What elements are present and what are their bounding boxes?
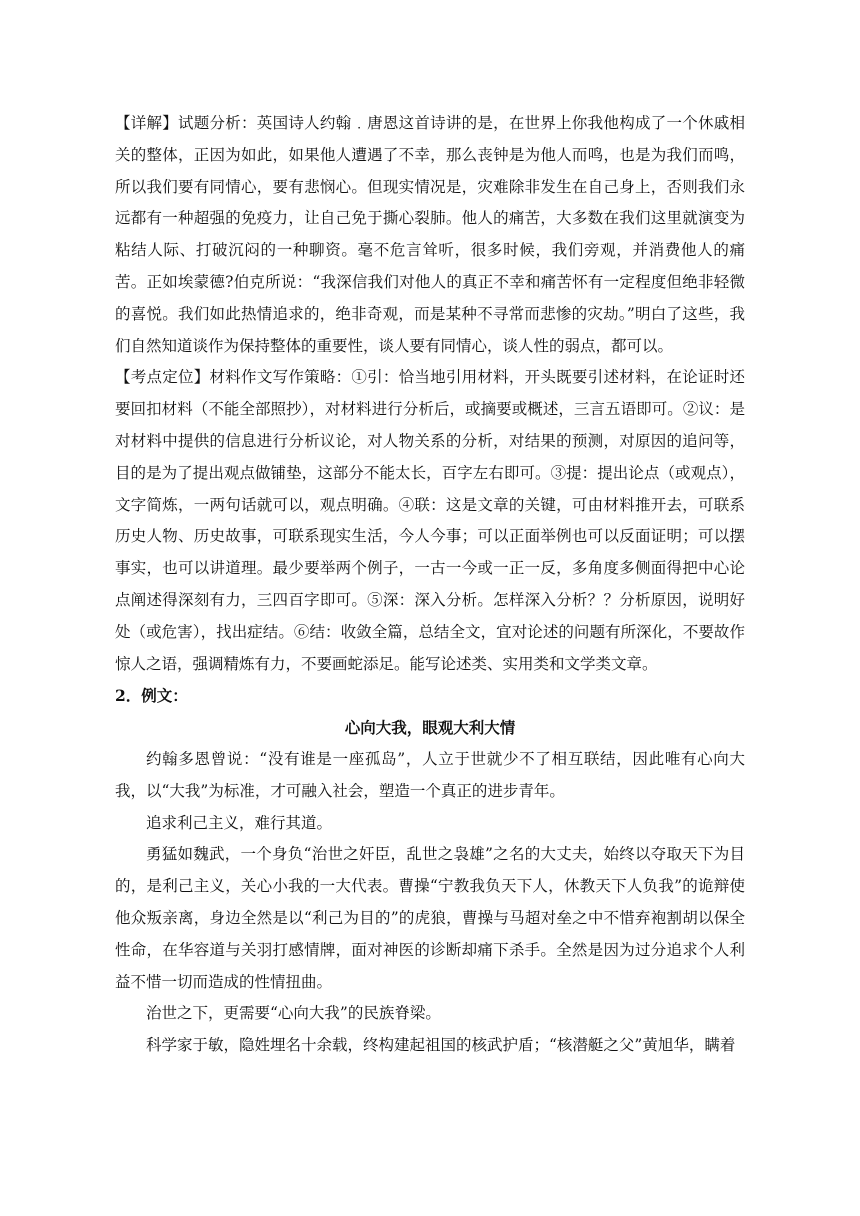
document-page — [115, 108, 745, 1062]
essay-paragraph: 追求利己主义，难行其道。 — [146, 813, 333, 832]
kaodian-paragraph — [115, 362, 745, 680]
essay-paragraph: 约翰多恩曾说：“没有谁是一座孤岛”，人立于世就少不了相互联结，因此唯有心向大我，以“大我”为标准，才可融入社会，塑造一个真正的进步青年。 — [115, 749, 745, 800]
analysis-label: 【详解】 — [115, 114, 179, 132]
kaodian-text: 材料作文写作策略：①引：恰当地引用材料，开头既要引述材料，在论证时还要回扣材料（不能全部照抄），对材料进行分析后，或摘要或概述，三言五语即可。②议：是对材料中提供的信息进行分析议论，对人物关系的分析，对结果的预测，对原因的追问等，目的是为了提出观点做铺垫，这部分不能太长，百字左右即可。③提：提出论点（或观点），文字简炼，一两句话就可以，观点明确。④联：这是文章的关键，可由材料推开去，可联系历史人物、历史故事，可联系现实生活，今人今事；可以正面举例也可以反面证明；可以摆事实，也可以讲道理。最少要举两个例子，一古一今或一正一反，多角度多侧面得把中心论点阐述得深刻有力，三四百字即可。⑤深：深入分析。怎样深入分析？？分析原因，说明好处（或危害），找出症结。⑥结：收敛全篇，总结全文，宜对论述的问题有所深化，不要故作惊人之语，强调精炼有力，不要画蛇添足。能写论述类、实用类和文学类文章。 — [115, 368, 745, 673]
essay-paragraph: 治世之下，更需要“心向大我”的民族脊梁。 — [146, 1004, 441, 1023]
essay-paragraph: 科学家于敏，隐姓埋名十余载，终构建起祖国的核武护盾；“核潜艇之父”黄旭华，瞒着 — [146, 1036, 736, 1055]
essay-title: 心向大我，眼观大利大情 — [344, 718, 516, 738]
section-2-label: 2．例文： — [115, 686, 188, 706]
analysis-paragraph — [115, 108, 745, 362]
analysis-text: 试题分析：英国诗人约翰﹒唐恩这首诗讲的是，在世界上你我他构成了一个休戚相关的整体，正因为如此，如果他人遭遇了不幸，那么丧钟是为他人而鸣，也是为我们而鸣，所以我们要有同情心，要有悲悯心。但现实情况是，灾难除非发生在自己身上，否则我们永远都有一种超强的免疫力，让自己免于撕心裂肺。他人的痛苦，大多数在我们这里就演变为粘结人际、打破沉闷的一种聊资。毫不危言耸听，很多时候，我们旁观，并消费他人的痛苦。正如埃蒙德?伯克所说：“我深信我们对他人的真正不幸和痛苦怀有一定程度但绝非轻微的喜悦。我们如此热情追求的，绝非奇观，而是某种不寻常而悲惨的灾劫。”明白了这些，我们自然知道谈作为保持整体的重要性，谈人要有同情心，谈人性的弱点，都可以。 — [115, 114, 745, 355]
kaodian-label: 【考点定位】 — [115, 368, 210, 387]
essay-paragraph: 勇猛如魏武，一个身负“治世之奸臣，乱世之袅雄”之名的大丈夫，始终以夺取天下为目的，是利己主义，关心小我的一大代表。曹操“宁教我负天下人，休教天下人负我”的诡辩使他众叛亲离，身边全然是以“利己为目的”的虎狼，曹操与马超对垒之中不惜弃袍割胡以保全性命，在华容道与关羽打感情牌，面对神医的诊断却痛下杀手。全然是因为过分追求个人利益不惜一切而造成的性情扭曲。 — [115, 845, 745, 991]
